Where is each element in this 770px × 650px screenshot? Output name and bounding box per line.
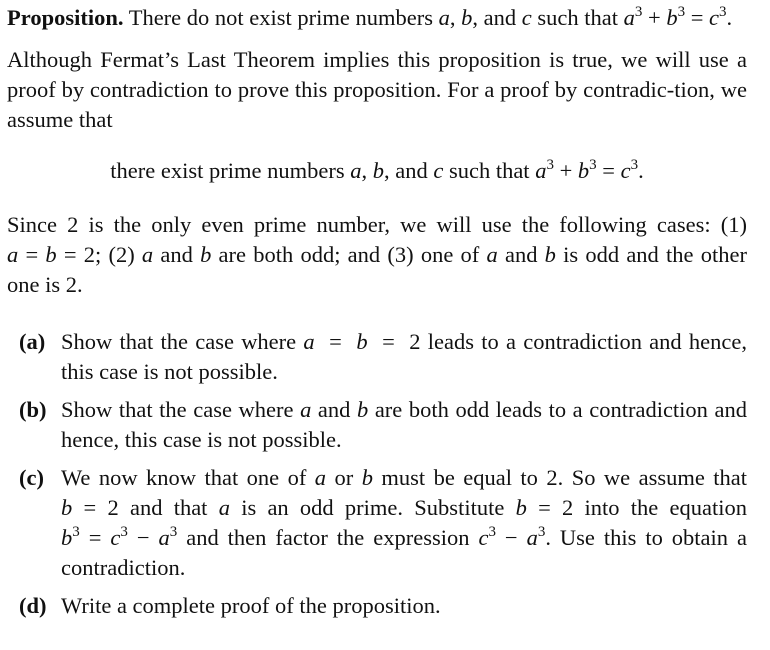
assumption-display: there exist prime numbers a, b, and c such that $a^3 + b^3 = c^3$. [110,157,644,183]
exercise-item-a: (a) Show that the case where a = b = 2 leads to a contradiction and hence, this case is not possible. [19,329,748,384]
item-label: (c) [19,465,44,490]
item-label: (a) [19,329,46,354]
exercise-item-c: (c) We now know that one of a or b must be equal to 2. So we assume that b = 2 and that a is an odd prime. Substitute b = 2 into the equation $b^3 = c^3 - a^3$ and then factor the expression $c^3 - a^3$. Use this to obtain a contradiction. [19,465,747,580]
item-label: (d) [19,593,47,618]
math-equation: $a^3 + b^3 = c^3$. [623,4,733,30]
intro-paragraph: Although Fermat’s Last Theorem implies this proposition is true, we will use a proof by contradiction to prove this proposition. For a proof by contradic-tion, we assume that [7,47,747,132]
exercise-list [7,327,747,621]
exercise-item-d: (d) Write a complete proof of the proposition. [7,591,747,621]
exercise-item-b: (b) Show that the case where a and b are both odd leads to a contradiction and hence, this case is not possible. [19,397,747,452]
proposition-statement: Proposition. There do not exist prime numbers a, b, and c such that $a^3 + b^3 = c^3$. [7,4,733,30]
math-equation: $a^3 + b^3 = c^3$. [535,157,644,183]
math-abc: a, b, and c [438,5,532,30]
cases-paragraph: Since 2 is the only even prime number, we will use the following cases: (1) a = b = 2; (2) a and b are both odd; and (3) one of a and b is odd and the other one is 2. [7,212,747,297]
item-label: (b) [19,397,47,422]
document-page [7,3,747,629]
proposition-label: Proposition. [7,5,124,30]
